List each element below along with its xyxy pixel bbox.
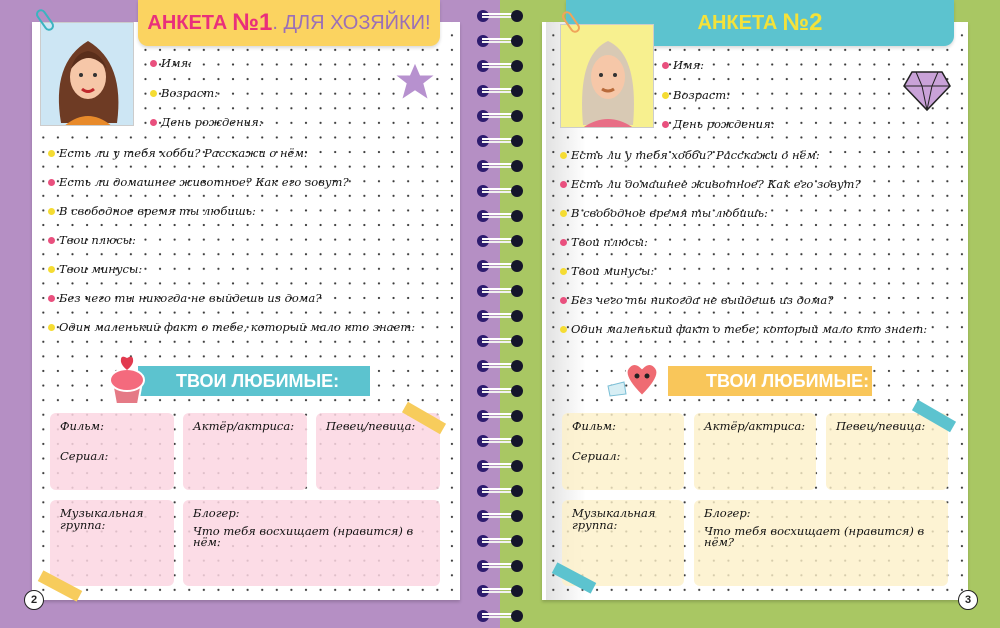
title-number: №2 (782, 9, 823, 36)
bullet-icon (48, 150, 55, 157)
favorite-singer-box[interactable] (316, 413, 440, 490)
spiral-ring-icon (477, 160, 523, 172)
star-sticker-icon (388, 56, 442, 106)
page-number-badge (958, 590, 978, 610)
spiral-ring-icon (477, 60, 523, 72)
field-label: День рождения: (161, 115, 263, 129)
field-label: День рождения: (673, 117, 775, 131)
page-number: 2 (30, 594, 38, 606)
spiral-ring-icon (477, 485, 523, 497)
bullet-icon (150, 60, 157, 67)
spiral-ring-icon (477, 10, 523, 22)
portrait-brunette (40, 22, 134, 126)
cupcake-sticker-icon (104, 352, 150, 408)
title-word: АНКЕТА (697, 11, 778, 34)
question-cons[interactable] (560, 264, 654, 278)
bullet-icon (560, 268, 567, 275)
favorites-title: ТВОИ ЛЮБИМЫЕ: (706, 370, 870, 391)
favorites-title: ТВОИ ЛЮБИМЫЕ: (176, 370, 340, 391)
favorites-banner (668, 366, 872, 396)
bullet-icon (560, 210, 567, 217)
question-must-have[interactable] (560, 293, 833, 307)
field-name[interactable] (150, 56, 192, 70)
question-label: Без чего ты никогда не выйдешь из дома? (59, 291, 322, 305)
field-label: Возраст: (161, 86, 219, 100)
bullet-icon (560, 297, 567, 304)
field-age[interactable] (662, 88, 730, 102)
spiral-ring-icon (477, 310, 523, 322)
question-hobby[interactable] (48, 146, 308, 160)
bullet-icon (48, 208, 55, 215)
question-fact[interactable] (48, 320, 415, 334)
spiral-ring-icon (477, 510, 523, 522)
favorite-blogger-box[interactable] (694, 500, 948, 586)
question-pros[interactable] (48, 233, 136, 247)
favorite-blogger-box[interactable] (183, 500, 440, 586)
bullet-icon (560, 326, 567, 333)
blogger-label: Блогер: (193, 506, 240, 520)
field-birthday[interactable] (150, 115, 263, 129)
question-cons[interactable] (48, 262, 142, 276)
favorite-actor-box[interactable] (694, 413, 816, 490)
favorite-film-series-box[interactable] (562, 413, 684, 490)
question-label: В свободное время ты любишь: (59, 204, 256, 218)
question-label: В свободное время ты любишь: (571, 206, 768, 220)
bullet-icon (560, 181, 567, 188)
blogger-label: Блогер: (704, 506, 751, 520)
title-number: №1 (232, 9, 273, 36)
favorite-film-series-box[interactable] (50, 413, 174, 490)
question-label: Твои минусы: (571, 264, 655, 278)
diamond-sticker-icon (900, 64, 954, 114)
left-page-title (138, 0, 440, 46)
spiral-ring-icon (477, 435, 523, 447)
question-pet[interactable] (560, 177, 861, 191)
bullet-icon (662, 62, 669, 69)
favorite-band-box[interactable] (562, 500, 684, 586)
question-free-time[interactable] (48, 204, 256, 218)
bullet-icon (48, 295, 55, 302)
question-must-have[interactable] (48, 291, 321, 305)
question-label: Есть ли у тебя хобби? Расскажи о нём: (571, 148, 820, 162)
spiral-ring-icon (477, 85, 523, 97)
spiral-ring-icon (477, 460, 523, 472)
question-label: Без чего ты никогда не выйдешь из дома? (571, 293, 834, 307)
field-age[interactable] (150, 86, 218, 100)
girl-portrait-icon (41, 23, 134, 126)
title-word: АНКЕТА (147, 11, 228, 34)
bullet-icon (48, 179, 55, 186)
spiral-ring-icon (477, 535, 523, 547)
question-label: Твои плюсы: (571, 235, 648, 249)
question-hobby[interactable] (560, 148, 820, 162)
bullet-icon (150, 119, 157, 126)
spiral-ring-icon (477, 410, 523, 422)
question-pet[interactable] (48, 175, 349, 189)
actor-label: Актёр/актриса: (704, 419, 806, 433)
bullet-icon (662, 92, 669, 99)
bullet-icon (662, 121, 669, 128)
question-pros[interactable] (560, 235, 648, 249)
bullet-icon (48, 266, 55, 273)
field-label: Имя: (161, 56, 193, 70)
spiral-ring-icon (477, 35, 523, 47)
spiral-ring-icon (477, 610, 523, 622)
question-label: Есть ли у тебя хобби? Расскажи о нём: (59, 146, 308, 160)
question-fact[interactable] (560, 322, 927, 336)
question-label: Есть ли домашнее животное? Как его зовут? (571, 177, 861, 191)
spiral-ring-icon (477, 385, 523, 397)
field-label: Имя: (673, 58, 705, 72)
series-label: Сериал: (60, 448, 109, 463)
question-label: Один маленький факт о тебе, который мало кто знает: (571, 322, 928, 336)
spiral-ring-icon (477, 260, 523, 272)
bullet-icon (150, 90, 157, 97)
singer-label: Певец/певица: (326, 419, 416, 433)
bullet-icon (48, 237, 55, 244)
spiral-ring-icon (477, 185, 523, 197)
field-birthday[interactable] (662, 117, 775, 131)
actor-label: Актёр/актриса: (193, 419, 295, 433)
page-number: 3 (964, 594, 972, 606)
spiral-ring-icon (477, 210, 523, 222)
question-label: Твои минусы: (59, 262, 143, 276)
favorite-band-box[interactable] (50, 500, 174, 586)
favorites-banner (138, 366, 370, 396)
spiral-ring-icon (477, 135, 523, 147)
question-label: Есть ли домашнее животное? Как его зовут? (59, 175, 349, 189)
spiral-ring-icon (477, 560, 523, 572)
bullet-icon (560, 239, 567, 246)
question-free-time[interactable] (560, 206, 768, 220)
question-label: Один маленький факт о тебе, который мало кто знает: (59, 320, 416, 334)
singer-label: Певец/певица: (836, 419, 926, 433)
bullet-icon (560, 152, 567, 159)
favorite-singer-box[interactable] (826, 413, 948, 490)
band-label: Музыкальная группа: (60, 506, 144, 532)
film-label: Фильм: (60, 419, 104, 433)
band-label: Музыкальная группа: (572, 506, 656, 532)
blogger-question-label: Что тебя восхищает (нравится) в нём: (193, 523, 414, 549)
field-name[interactable] (662, 58, 704, 72)
spiral-ring-icon (477, 585, 523, 597)
field-label: Возраст: (673, 88, 731, 102)
question-label: Твои плюсы: (59, 233, 136, 247)
spiral-ring-icon (477, 110, 523, 122)
title-subtitle: . ДЛЯ ХОЗЯЙКИ! (272, 11, 431, 34)
winged-heart-sticker-icon (604, 360, 664, 404)
spiral-ring-icon (477, 235, 523, 247)
page-number-badge (24, 590, 44, 610)
blogger-question-label: Что тебя восхищает (нравится) в нём? (704, 523, 925, 549)
bullet-icon (48, 324, 55, 331)
spiral-ring-icon (477, 335, 523, 347)
film-label: Фильм: (572, 419, 616, 433)
favorite-actor-box[interactable] (183, 413, 307, 490)
spiral-ring-icon (477, 285, 523, 297)
portrait-blonde (560, 24, 654, 128)
spiral-ring-icon (477, 360, 523, 372)
series-label: Сериал: (572, 448, 621, 463)
girl-portrait-icon (561, 25, 654, 128)
